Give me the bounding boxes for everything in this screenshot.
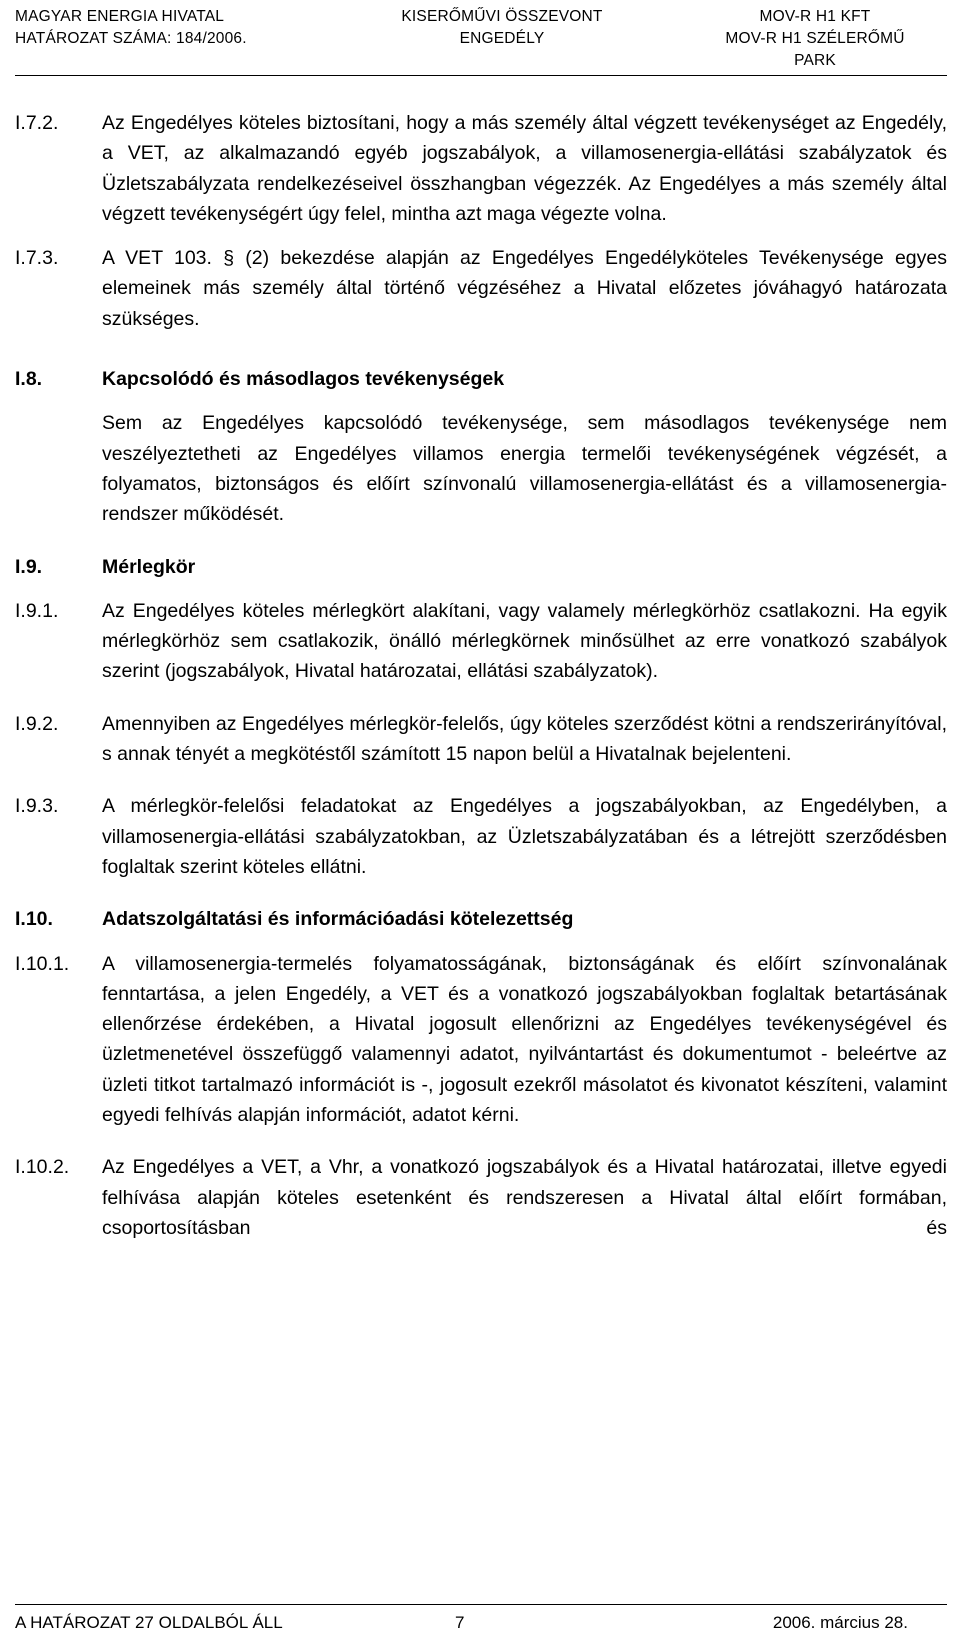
footer-date: 2006. március 28. bbox=[772, 1613, 908, 1632]
section-i-7-2 bbox=[15, 108, 947, 229]
section-i-9-heading bbox=[15, 552, 947, 582]
footer-divider bbox=[15, 1604, 947, 1605]
header-authority: MAGYAR ENERGIA HIVATAL bbox=[15, 8, 225, 25]
header-company: MOV-R H1 KFT bbox=[759, 8, 871, 25]
section-number: I.7.3. bbox=[15, 247, 59, 270]
footer-page-count: A HATÁROZAT 27 OLDALBÓL ÁLL bbox=[15, 1613, 283, 1632]
section-i-9-3 bbox=[15, 791, 947, 882]
section-number: I.8. bbox=[15, 368, 43, 391]
section-i-10-1 bbox=[15, 949, 947, 1131]
section-paragraph: Az Engedélyes a VET, a Vhr, a vonatkozó jogszabályok és a Hivatal határozatai, illetve egyedi felhívása alapján köteles esetenként és rendszeresen a Hivatal által előírt formában, csoportosításban és bbox=[102, 1156, 947, 1239]
section-i-8-heading bbox=[15, 364, 947, 394]
footer-page-number: 7 bbox=[455, 1613, 465, 1632]
section-paragraph: A villamosenergia-termelés folyamatosságának, biztonságának és előírt színvonalának fenntartása, a jelen Engedély, a VET és a vonatkozó jogszabályokban foglaltak betartásának ellenőrzése érdekében, a Hivatal jogosult ellenőrizni az Engedélyes tevékenységével és üzletmenetével összefüggő valamennyi adatot, nyilvántartást és dokumentumot - beleértve az üzleti titkot tartalmazó információt is -, jogosult ezekről másolatot és kivonatot készíteni, valamint egyedi felhívás alapján információt, adatot kérni. bbox=[102, 952, 947, 1127]
section-paragraph: A VET 103. § (2) bekezdése alapján az Engedélyes Engedélyköteles Tevékenysége egyes elemeinek más személy által történő végzéséhez a Hivatal előzetes jóváhagyó határozata szükséges. bbox=[102, 247, 947, 330]
section-title: Adatszolgáltatási és információadási kötelezettség bbox=[102, 908, 574, 931]
section-number: I.9. bbox=[15, 555, 43, 578]
section-title: Kapcsolódó és másodlagos tevékenységek bbox=[102, 368, 505, 391]
section-number: I.7.2. bbox=[15, 112, 59, 134]
section-paragraph: Az Engedélyes köteles mérlegkört alakítani, vagy valamely mérlegkörhöz csatlakozni. Ha egyik mérlegkörhöz sem csatlakozik, önálló mérlegkörnek minősülhet az erre vonatkozó szabályok szerint (jogszabályok, Hivatal határozatai, ellátási szabályzatok). bbox=[102, 599, 947, 683]
header-decision-number: HATÁROZAT SZÁMA: 184/2006. bbox=[15, 30, 247, 47]
section-paragraph: A mérlegkör-felelősi feladatokat az Engedélyes a jogszabályokban, az Engedélyben, a villamosenergia-ellátási szabályzatokban, az Üzletszabályzatában és a létrejött szerződésben foglaltak szerint köteles ellátni. bbox=[102, 795, 947, 878]
header-divider bbox=[15, 75, 947, 76]
section-i-10-heading bbox=[15, 904, 947, 934]
section-i-9-2 bbox=[15, 709, 947, 770]
section-number: I.9.3. bbox=[15, 795, 59, 818]
header-license-type-line1: KISERŐMŰVI ÖSSZEVONT bbox=[401, 8, 603, 25]
header-license-type-line2: ENGEDÉLY bbox=[459, 30, 545, 47]
section-number: I.10.1. bbox=[15, 952, 70, 975]
document-body bbox=[15, 108, 947, 1243]
section-number: I.10.2. bbox=[15, 1156, 70, 1179]
header-facility-line2: PARK bbox=[794, 52, 836, 69]
header-middle bbox=[392, 6, 612, 50]
header-left bbox=[15, 6, 247, 50]
section-number: I.9.2. bbox=[15, 712, 59, 735]
section-i-9-1 bbox=[15, 596, 947, 687]
section-number: I.10. bbox=[15, 908, 53, 931]
section-paragraph: Sem az Engedélyes kapcsolódó tevékenysége, sem másodlagos tevékenysége nem veszélyeztetheti az Engedélyes villamos energia termelői tevékenységének végzését, a folyamatos, biztonságos és előírt színvonalú villamosenergia-ellátást és a villamosenergia-rendszer működését. bbox=[102, 412, 947, 526]
section-number: I.9.1. bbox=[15, 599, 59, 622]
header-right bbox=[690, 6, 940, 72]
section-i-10-2 bbox=[15, 1152, 947, 1243]
section-i-7-3 bbox=[15, 243, 947, 334]
section-title: Mérlegkör bbox=[102, 555, 196, 578]
section-paragraph: Amennyiben az Engedélyes mérlegkör-felelős, úgy köteles szerződést kötni a rendszerirányítóval, s annak tényét a megkötéstől számított 15 napon belül a Hivatalnak bejelenteni. bbox=[102, 712, 947, 766]
header-facility-line1: MOV-R H1 SZÉLERŐMŰ bbox=[725, 30, 905, 47]
section-paragraph: Az Engedélyes köteles biztosítani, hogy a más személy által végzett tevékenységet az Engedély, a VET, az alkalmazandó egyéb jogszabályok, a villamosenergia-ellátási szabályzatok és Üzletszabályzata rendelkezéseivel összhangban végezzék. Az Engedélyes a más személy által végzett tevékenységért úgy felel, mintha azt maga végezte volna. bbox=[102, 112, 947, 225]
section-i-8-body bbox=[15, 408, 947, 529]
